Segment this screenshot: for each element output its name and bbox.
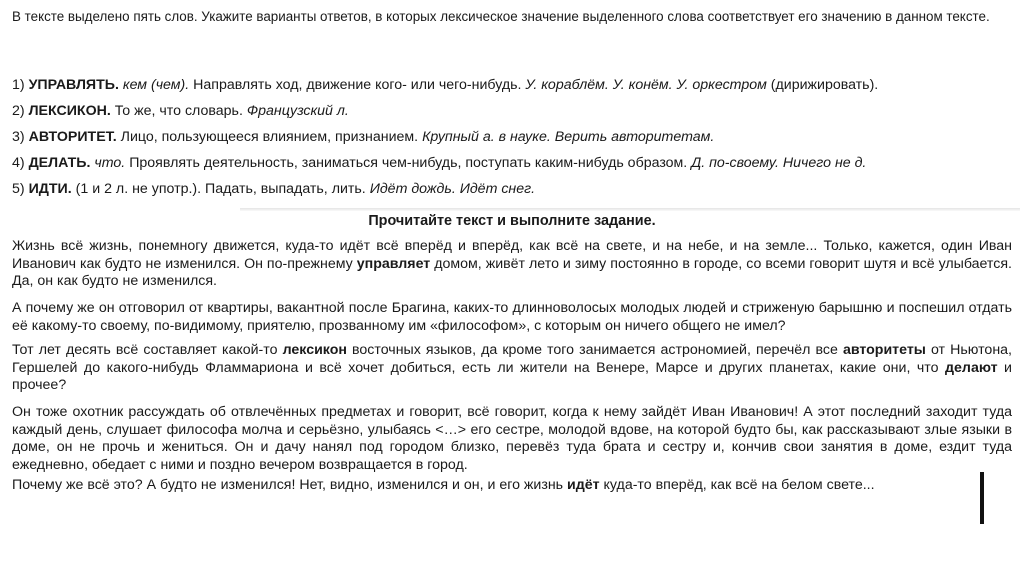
text-run: Жизнь всё жизнь, понемногу движется, куда-то идёт всё вперёд и вперёд, как всё на свете, и на небе, и на земле... Только, кажется, один Иван Иванович как будто не изменился. Он по-прежнему (12, 238, 1012, 272)
option-grammar: кем (чем). (122, 77, 190, 93)
option-example: Крупный а. в науке. Верить авторитетам. (422, 129, 715, 145)
option-2 (12, 102, 1012, 128)
option-number: 1) (12, 77, 25, 93)
option-example: У. кораблём. У. конём. У. оркестром (525, 77, 767, 93)
text-run: куда-то вперёд, как всё на белом свете... (599, 477, 875, 493)
option-word: ЛЕКСИКОН. (28, 103, 111, 119)
text-run: Тот лет десять всё составляет какой-то (12, 342, 283, 358)
option-4 (12, 154, 1012, 180)
option-3 (12, 128, 1012, 154)
paragraph-4: Он тоже охотник рассуждать об отвлечённых предметах и говорит, всё говорит, когда к нему зайдёт Иван Иванович! А этот последний заходит туда каждый день, слушает философа молча и серьёзно, улыбаясь <…> его сестре, молодой вдове, на которой будто бы, как рассказывают злые языки в доме, он не прочь и жениться. Он и дачу нанял под городом близко, перевёз туда брата и сестру и, кончив свои занятия в доме, ездит туда ежедневно, обедает с ними и поздно вечером возвращается в город. (12, 404, 1012, 473)
option-grammar: что. (94, 155, 126, 171)
paragraph-3 (12, 342, 1012, 395)
option-number: 3) (12, 129, 25, 145)
option-example: Д. по-своему. Ничего не д. (691, 155, 867, 171)
option-word: ИДТИ. (28, 181, 72, 197)
option-example: Идёт дождь. Идёт снег. (369, 181, 536, 197)
highlighted-word-leksikon: лексикон (282, 342, 347, 358)
option-5 (12, 180, 1012, 206)
option-word: ДЕЛАТЬ. (28, 155, 91, 171)
option-1 (12, 76, 1012, 102)
option-number: 4) (12, 155, 25, 171)
highlighted-word-idyot: идёт (567, 477, 600, 493)
text-run: восточных языков, да кроме того занимается астрономией, перечёл все (346, 342, 843, 358)
option-definition: Лицо, пользующееся влиянием, признанием. (120, 129, 419, 145)
option-word: УПРАВЛЯТЬ. (28, 77, 119, 93)
paragraph-5 (12, 477, 1012, 495)
option-definition: Проявлять деятельность, заниматься чем-нибудь, поступать каким-нибудь образом. (129, 155, 688, 171)
highlighted-word-avtoritety: авторитеты (842, 342, 926, 358)
answer-options (12, 76, 1012, 206)
option-note: (дирижировать). (770, 77, 879, 93)
paragraph-2: А почему же он отговорил от квартиры, вакантной после Брагина, каких-то длинноволосых молодых людей и стриженую барышню и поспешил отдать её какому-то своему, по-видимому, приятелю, прозванному им «философом», с которым он ничего общего не имел? (12, 300, 1012, 334)
text-run: домом, живёт лето и зиму постоянно в городе, со всеми говорит шутя и всё улыбается. Да, он как будто не изменился. (12, 255, 1012, 290)
reading-heading: Прочитайте текст и выполните задание. (368, 213, 656, 229)
option-word: АВТОРИТЕТ. (28, 129, 117, 145)
option-number: 5) (12, 181, 25, 197)
highlighted-word-delayut: делают (945, 359, 998, 376)
text-run: от Ньютона, Гершелей до какого-нибудь Фламмариона и всё хочет добиться, есть ли жители на Венере, Марсе и других планетах, какие они, что (12, 342, 1012, 376)
paragraph-1 (12, 238, 1012, 291)
task-instruction: В тексте выделено пять слов. Укажите варианты ответов, в которых лексическое значение выделенного слова соответствует его значению в данном тексте. (12, 9, 990, 24)
option-example: Французский л. (246, 103, 349, 119)
option-definition: То же, что словарь. (114, 103, 243, 119)
section-divider (240, 208, 1020, 211)
text-run: Почему же всё это? А будто не изменился! Нет, видно, изменился и он, и его жизнь (12, 477, 568, 493)
option-definition: (1 и 2 л. не употр.). Падать, выпадать, лить. (75, 181, 366, 197)
option-definition: Направлять ход, движение кого- или чего-нибудь. (193, 77, 522, 93)
text-run: и прочее? (12, 359, 1012, 394)
highlighted-word-upravlyaet: управляет (356, 255, 431, 272)
option-number: 2) (12, 103, 25, 119)
vertical-bar (980, 472, 984, 524)
